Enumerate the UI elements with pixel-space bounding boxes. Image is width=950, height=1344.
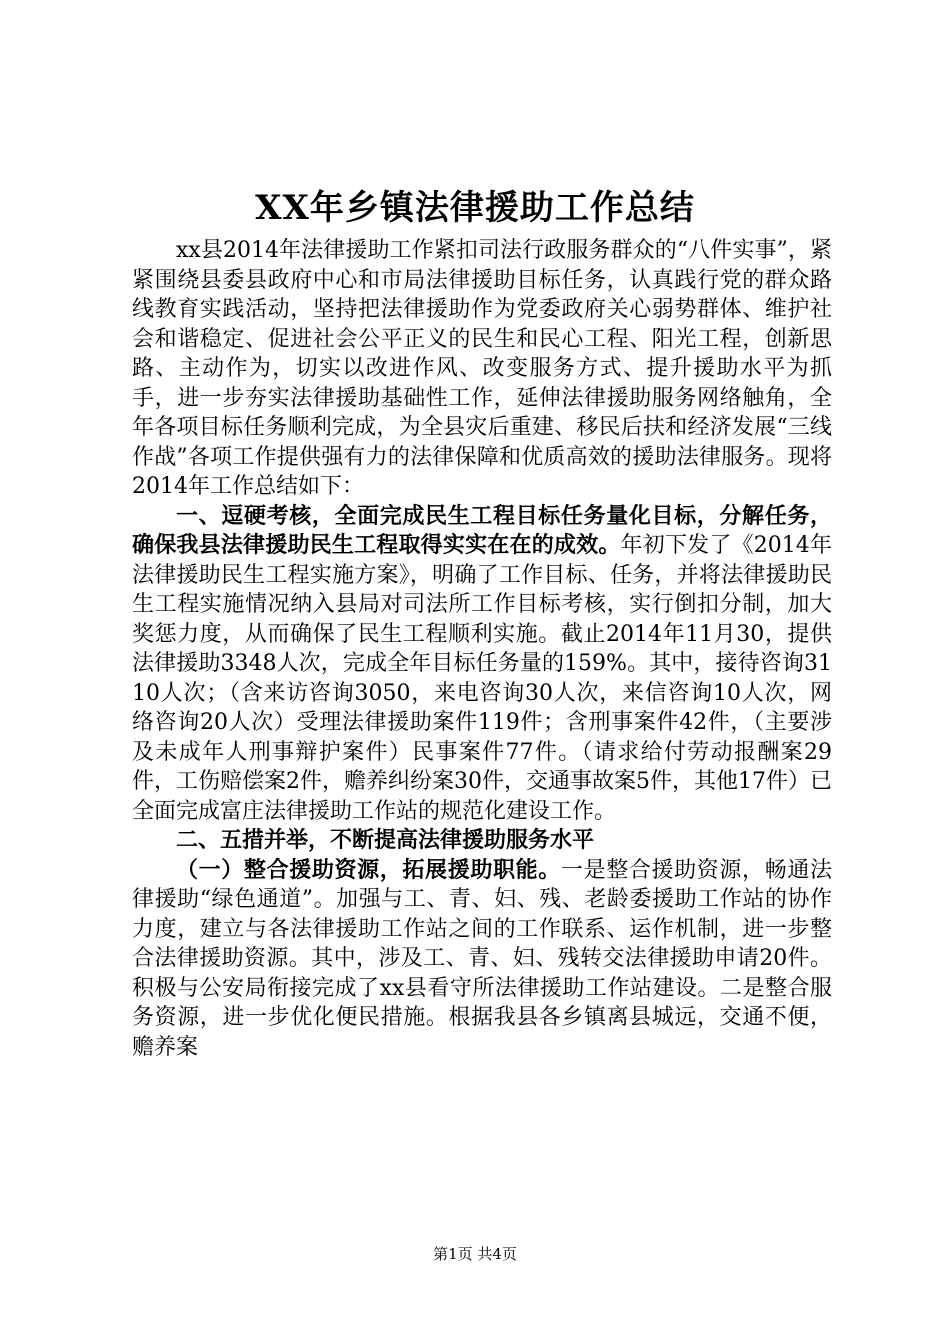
document-title: XX年乡镇法律援助工作总结 (255, 188, 695, 228)
paragraph-section-2 (132, 826, 832, 856)
section-heading: 二、五措并举，不断提高法律援助服务水平 (176, 827, 595, 853)
subsection-heading: （一）整合援助资源，拓展援助职能。 (176, 856, 561, 883)
paragraph-section-1 (132, 502, 832, 827)
paragraph-intro (132, 236, 832, 502)
paragraph-text: 年初下发了《2014年法律援助民生工程实施方案》，明确了工作目标、任务，并将法律援助民生工程实施情况纳入县局对司法所工作目标考核，实行倒扣分制，加大奖惩力度，从而确保了民生工程顺利实施。截止2014年11月30，提供法律援助3348人次，完成全年目标任务量的159%。其中，接待咨询3110人次；（含来访咨询3050，来电咨询30人次，来信咨询10人次，网络咨询20人次）受理法律援助案件119件；含刑事案件42件，（主要涉及未成年人刑事辩护案件）民事案件77件。（请求给付劳动报酬案29件，工伤赔偿案2件，赡养纠纷案30件，交通事故案5件，其他17件）已全面完成富庄法律援助工作站的规范化建设工作。 (132, 533, 832, 824)
paragraph-text: xx县2014年法律援助工作紧扣司法行政服务群众的“八件实事”，紧紧围绕县委县政府中心和市局法律援助目标任务，认真践行党的群众路线教育实践活动，坚持把法律援助作为党委政府关心弱势群体、维护社会和谐稳定、促进社会公平正义的民生和民心工程、阳光工程，创新思路、主动作为，切实以改进作风、改变服务方式、提升援助水平为抓手，进一步夯实法律援助基础性工作，延伸法律援助服务网络触角，全年各项目标任务顺利完成，为全县灾后重建、移民后扶和经济发展“三线作战”各项工作提供强有力的法律保障和优质高效的援助法律服务。现将2014年工作总结如下： (132, 238, 832, 499)
section-heading: 一、逗硬考核，全面完成民生工程目标任务量化目标，分解任务，确保我县法律援助民生工程取得实实在在的成效。 (132, 502, 832, 558)
paragraph-text: 一是整合援助资源，畅通法律援助“绿色通道”。加强与工、青、妇、残、老龄委援助工作站的协作力度，建立与各法律援助工作站之间的工作联系、运作机制，进一步整合法律援助资源。其中，涉及工、青、妇、残转交法律援助申请20件。积极与公安局衔接完成了xx县看守所法律援助工作站建设。二是整合服务资源，进一步优化便民措施。根据我县各乡镇离县城远，交通不便，赡养案 (132, 857, 832, 1060)
page-footer: 第1页 共4页 (433, 1245, 517, 1263)
paragraph-subsection-1 (132, 856, 832, 1063)
document-body (132, 236, 832, 1062)
